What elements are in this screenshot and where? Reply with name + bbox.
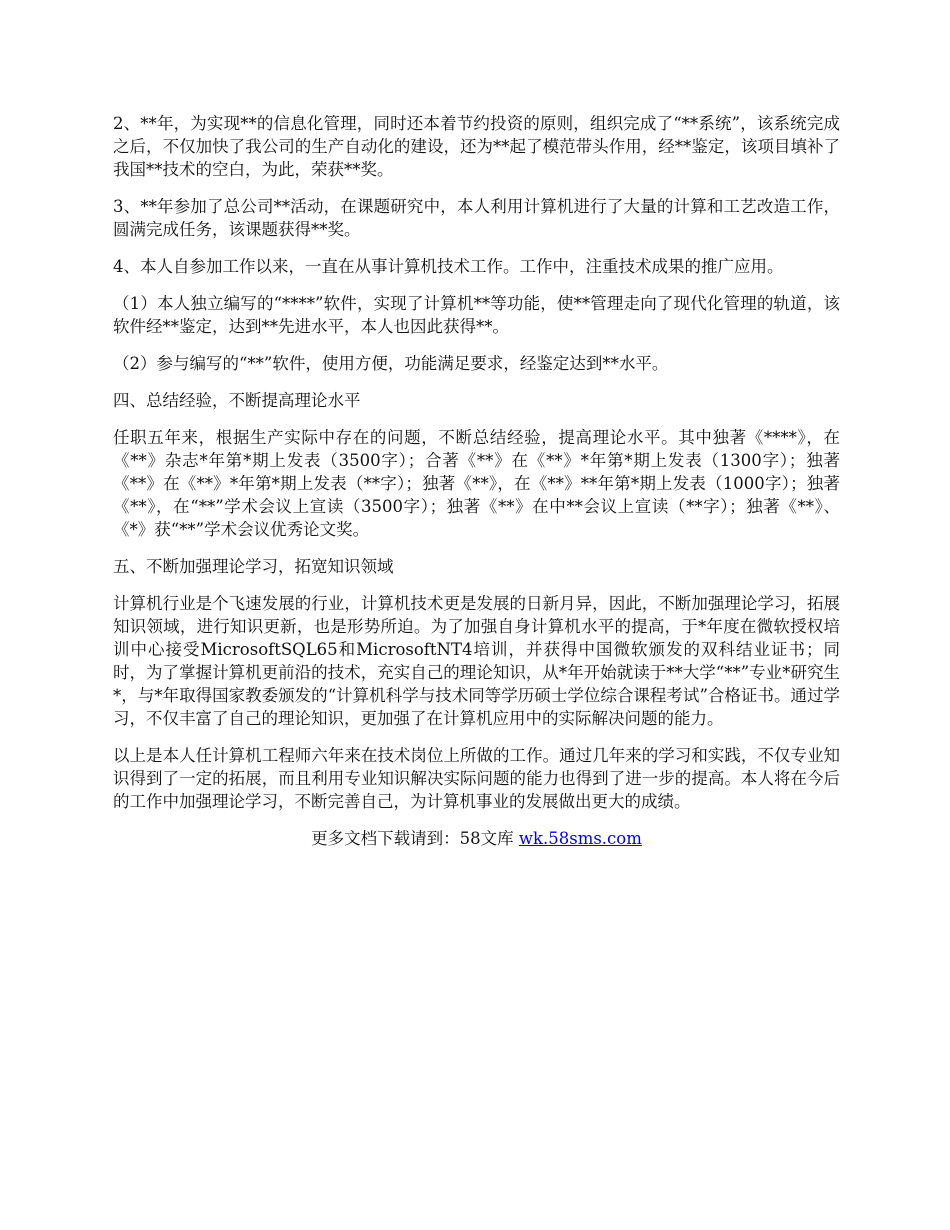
paragraph-sub-1: （1）本人独立编写的“****”软件，实现了计算机**等功能，使**管理走向了现代化管理的轨道，该软件经**鉴定，达到**先进水平，本人也因此获得**。: [113, 294, 840, 336]
document-page: [113, 112, 840, 850]
paragraph-conclusion: 以上是本人任计算机工程师六年来在技术岗位上所做的工作。通过几年来的学习和实践，不仅专业知识得到了一定的拓展，而且利用专业知识解决实际问题的能力也得到了进一步的提高。本人将在今后的工作中加强理论学习，不断完善自己，为计算机事业的发展做出更大的成绩。: [113, 746, 840, 811]
footer: [113, 827, 840, 850]
paragraph-item-2: 2、**年，为实现**的信息化管理，同时还本着节约投资的原则，组织完成了“**系统”，该系统完成之后，不仅加快了我公司的生产自动化的建设，还为**起了模范带头作用，经**鉴定，该项目填补了我国**技术的空白，为此，荣获**奖。: [113, 114, 840, 179]
section-heading-4: 四、总结经验，不断提高理论水平: [113, 391, 361, 410]
paragraph-sub-2: （2）参与编写的“**”软件，使用方便，功能满足要求，经鉴定达到**水平。: [113, 354, 669, 373]
paragraph-section-4: 任职五年来，根据生产实际中存在的问题，不断总结经验，提高理论水平。其中独著《****》，在《**》杂志*年第*期上发表（3500字）；合著《**》在《**》*年第*期上发表（1300字）；独著《**》在《**》*年第*期上发表（**字）；独著《**》，在《**》**年第*期上发表（1000字）；独著《**》，在“**”学术会议上宣读（3500字）；独著《**》在中**会议上宣读（**字）；独著《**》、《*》获“**”学术会议优秀论文奖。: [113, 428, 840, 539]
section-heading-5: 五、不断加强理论学习，拓宽知识领域: [113, 557, 394, 576]
footer-prefix: 更多文档下载请到：58文库: [311, 829, 519, 848]
paragraph-item-3: 3、**年参加了总公司**活动，在课题研究中，本人利用计算机进行了大量的计算和工艺改造工作，圆满完成任务，该课题获得**奖。: [113, 197, 840, 239]
footer-link[interactable]: wk.58sms.com: [518, 829, 642, 848]
paragraph-item-4: 4、本人自参加工作以来，一直在从事计算机技术工作。工作中，注重技术成果的推广应用。: [113, 257, 784, 276]
paragraph-section-5: 计算机行业是个飞速发展的行业，计算机技术更是发展的日新月异，因此，不断加强理论学习，拓展知识领域，进行知识更新，也是形势所迫。为了加强自身计算机水平的提高，于*年度在微软授权培训中心接受MicrosoftSQL65和MicrosoftNT4培训，并获得中国微软颁发的双科结业证书；同时，为了掌握计算机更前沿的技术，充实自己的理论知识，从*年开始就读于**大学“**”专业*研究生*，与*年取得国家教委颁发的“计算机科学与技术同等学历硕士学位综合课程考试”合格证书。通过学习，不仅丰富了自己的理论知识，更加强了在计算机应用中的实际解决问题的能力。: [113, 594, 840, 728]
